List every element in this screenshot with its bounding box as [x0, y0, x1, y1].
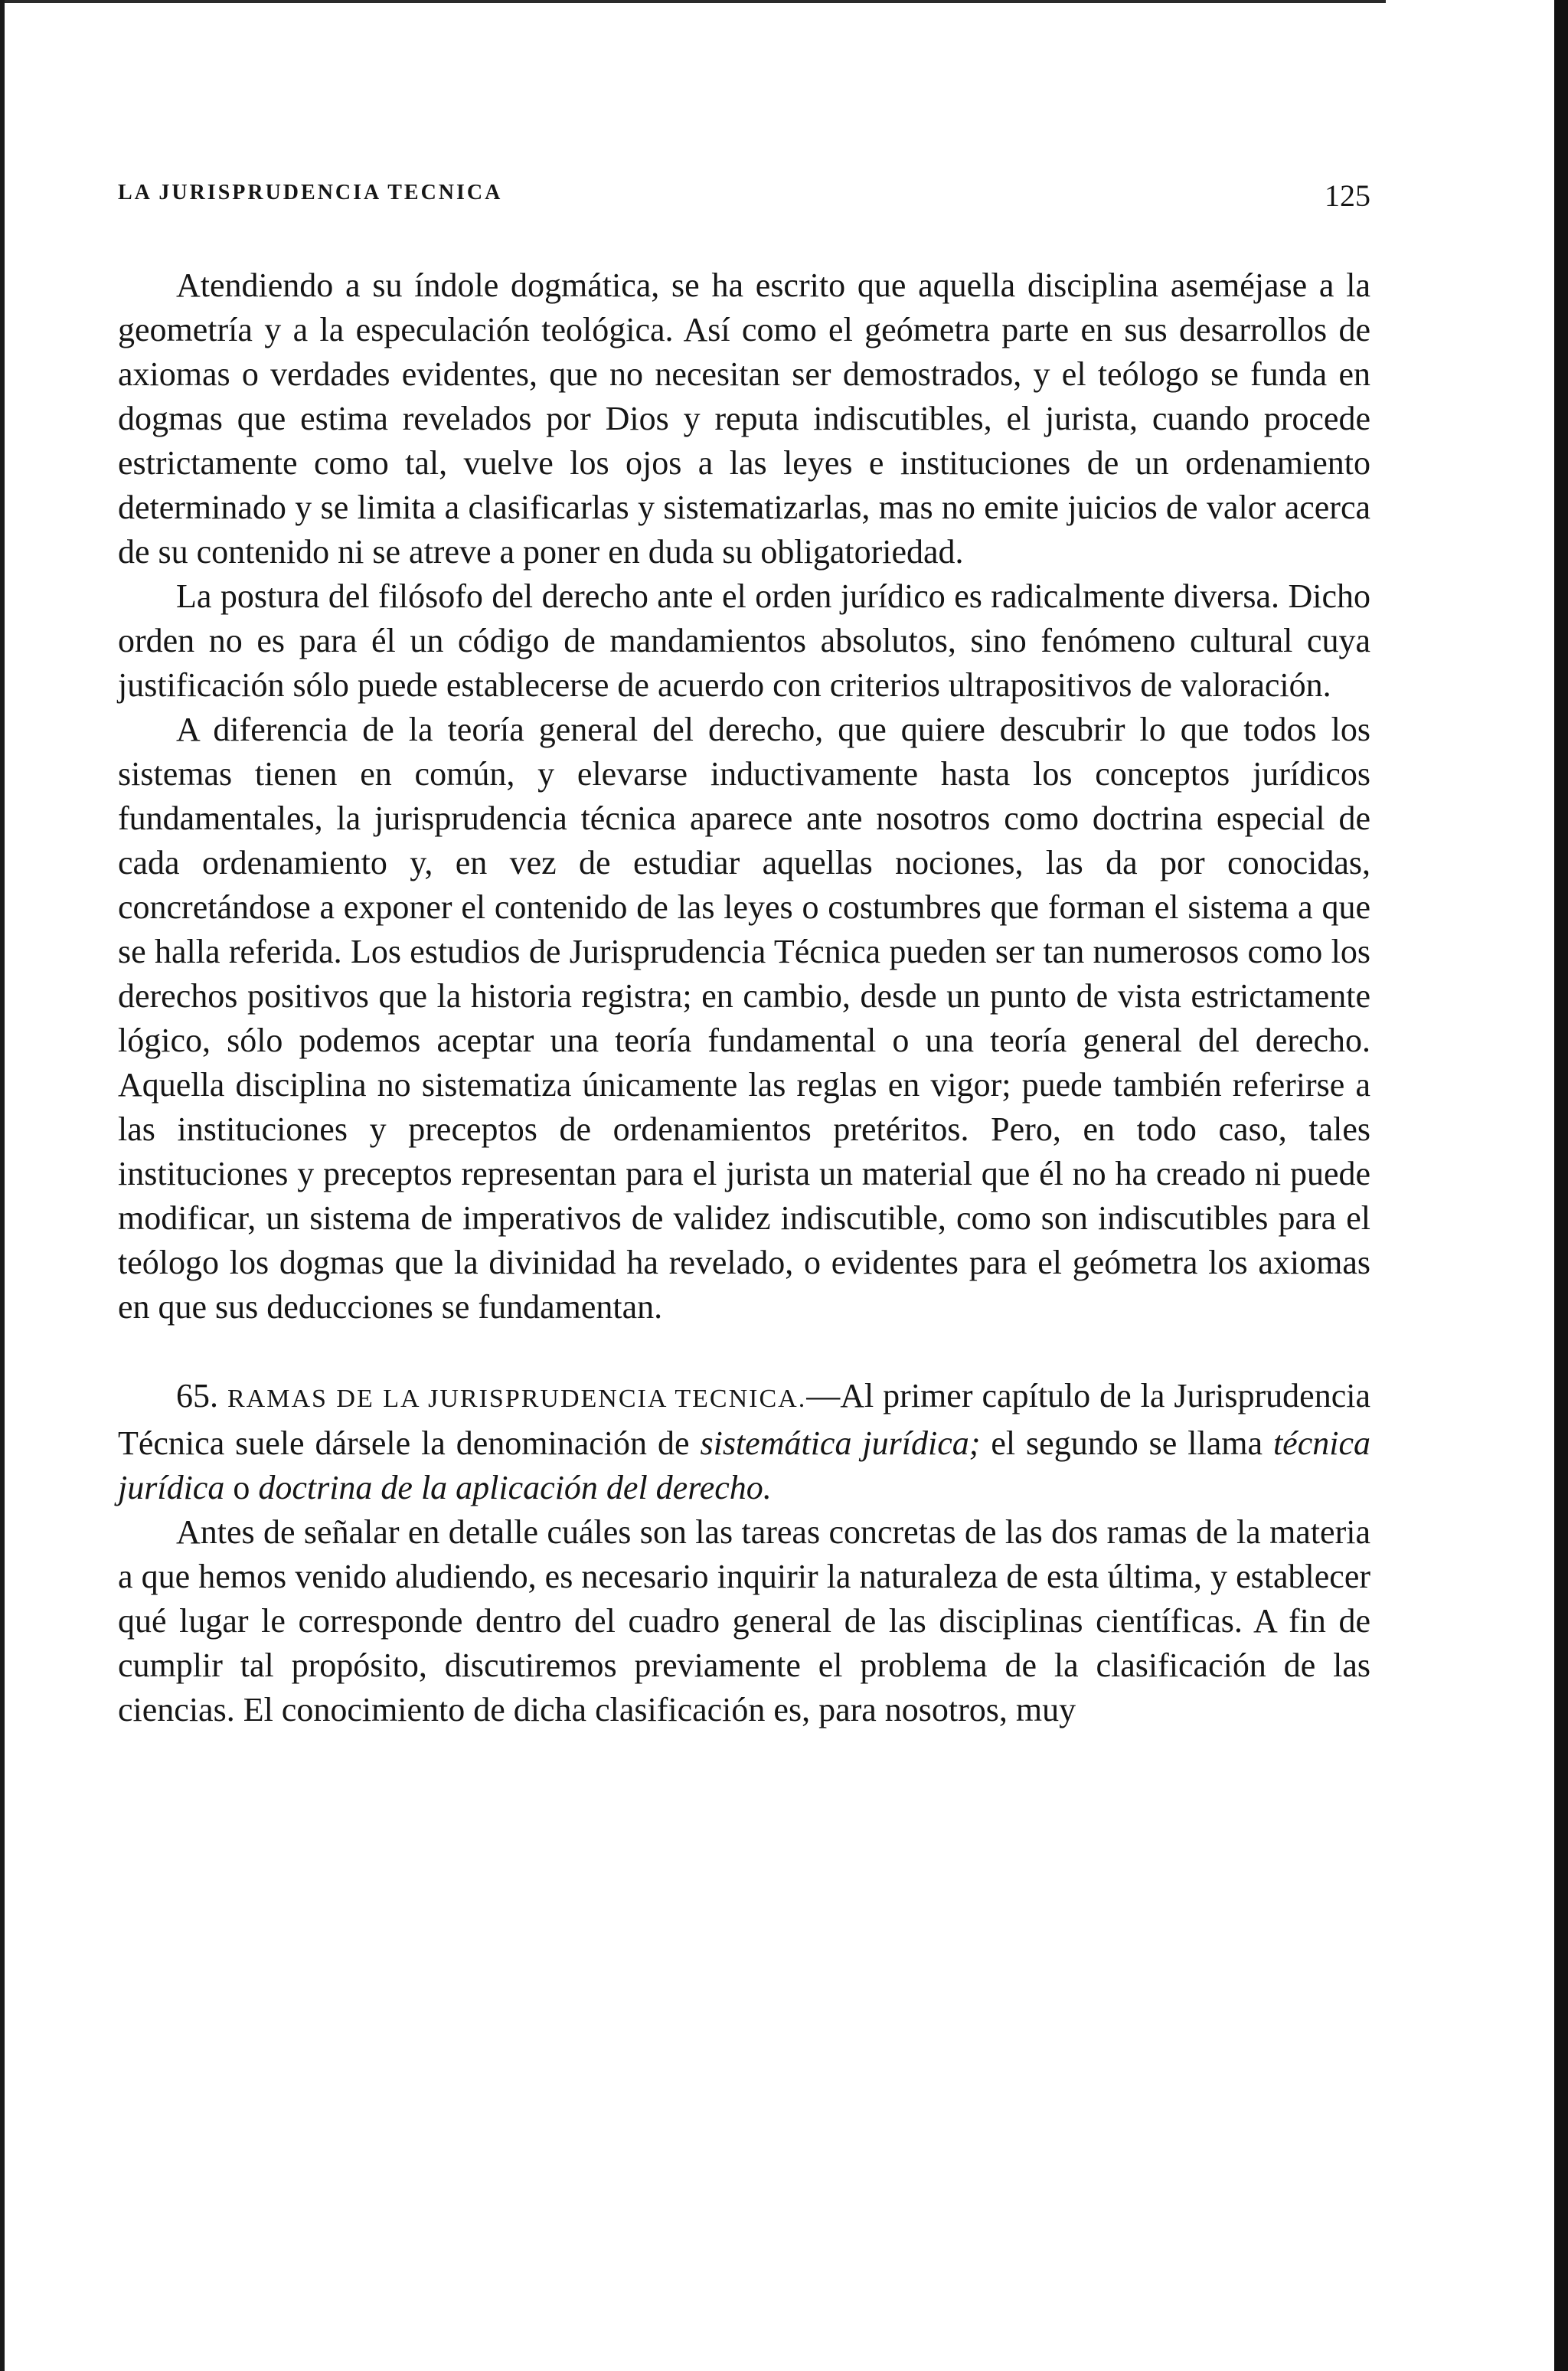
paragraph-technical-jurisprudence: A diferencia de la teoría general del derecho, que quiere descubrir lo que todos los sistemas tienen en común, y elevarse inductivamente hasta los conceptos jurídicos fundamentales, la jurisprudencia técnica aparece ante nosotros como doctrina especial de cada ordenamiento y, en vez de estudiar aquellas nociones, las da por conocidas, concretándose a exponer el contenido de las leyes o costumbres que forman el sistema a que se halla referida. Los estudios de Jurisprudencia Técnica pueden ser tan numerosos como los derechos positivos que la historia registra; en cambio, desde un punto de vista estrictamente lógico, sólo podemos aceptar una teoría fundamental o una teoría general del derecho. Aquella disciplina no sistematiza únicamente las reglas en vigor; puede también referirse a las instituciones y preceptos de ordenamientos pretéritos. Pero, en todo caso, tales instituciones y preceptos representan para el jurista un material que él no ha creado ni puede modificar, un sistema de imperativos de validez indiscutible, como son indiscutibles para el teólogo los dogmas que la divinidad ha revelado, o evidentes para el geómetra los axiomas en que sus deducciones se fundamentan. [118, 711, 1370, 1326]
term-tecnica-juridica: técnica jurídica [118, 1424, 1370, 1506]
page-number: 125 [1325, 178, 1370, 213]
paragraph-philosopher-stance: La postura del filósofo del derecho ante el orden jurídico es radicalmente diversa. Dicho orden no es para él un código de mandamientos absolutos, sino fenómeno cultural cuya justificación sólo puede establecerse de acuerdo con criterios ultrapositivos de valoración. [118, 577, 1370, 704]
section-title: RAMAS DE LA JURISPRUDENCIA TECNICA. [227, 1385, 807, 1413]
section-65 [118, 1374, 1370, 1510]
paragraph-dogmatic-nature: Atendiendo a su índole dogmática, se ha escrito que aquella disciplina aseméjase a la geometría y a la especulación teológica. Así como el geómetra parte en sus desarrollos de axiomas o verdades evidentes, que no necesitan ser demostrados, y el teólogo se funda en dogmas que estima revelados por Dios y reputa indiscutibles, el jurista, cuando procede estrictamente como tal, vuelve los ojos a las leyes e instituciones de un ordenamiento determinado y se limita a clasificarlas y sistematizarlas, mas no emite juicios de valor acerca de su contenido ni se atreve a poner en duda su obligatoriedad. [118, 267, 1370, 571]
term-sistematica-juridica: sistemática jurídica; [700, 1424, 981, 1462]
section-text-part-3: o [224, 1469, 259, 1506]
section-text-part-1: —Al primer capítulo de la Jurisprudencia Técnica suele dársele la denominación de [118, 1377, 1370, 1462]
section-text-part-2: el segundo se llama [980, 1424, 1273, 1462]
running-title: LA JURISPRUDENCIA TECNICA [118, 181, 503, 204]
scan-border-left [0, 0, 5, 2371]
scan-border-right [1554, 0, 1568, 2371]
section-number: 65. [176, 1377, 218, 1414]
running-head [118, 178, 1370, 211]
term-doctrina-aplicacion: doctrina de la aplicación del derecho. [258, 1469, 772, 1506]
book-page [118, 0, 1370, 2371]
body-text [118, 263, 1370, 1732]
paragraph-classification-intro: Antes de señalar en detalle cuáles son las tareas concretas de las dos ramas de la materia a que hemos venido aludiendo, es necesario inquirir la naturaleza de esta última, y establecer qué lugar le corresponde dentro del cuadro general de las disciplinas científicas. A fin de cumplir tal propósito, discutiremos previamente el problema de la clasificación de las ciencias. El conocimiento de dicha clasificación es, para nosotros, muy [118, 1513, 1370, 1728]
